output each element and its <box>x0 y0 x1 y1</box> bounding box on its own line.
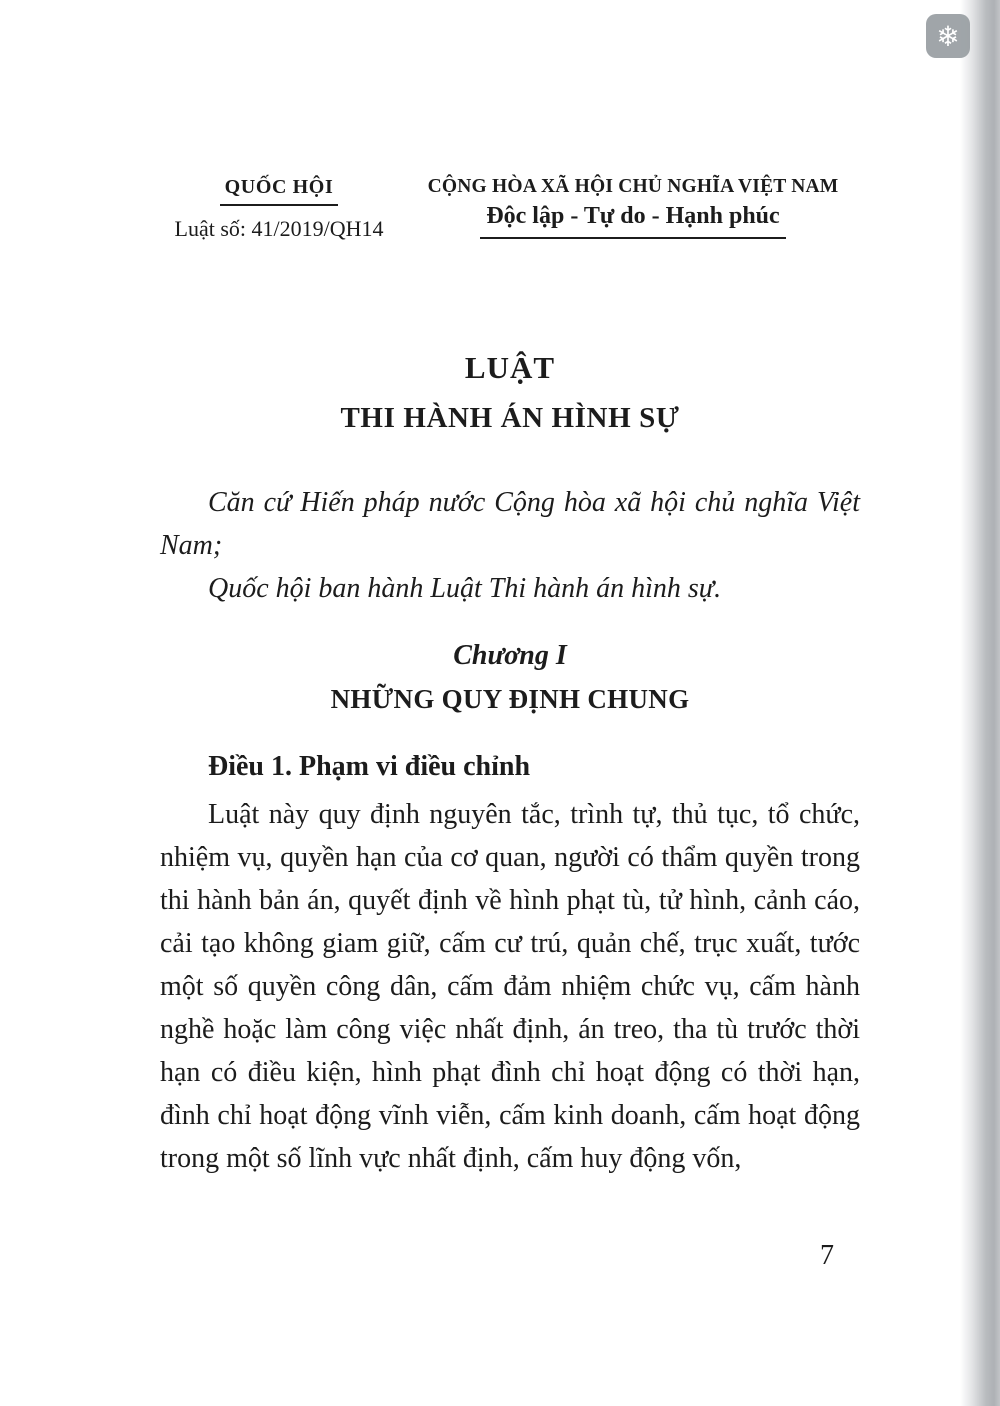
document-header <box>160 176 860 242</box>
national-motto-row <box>406 198 860 239</box>
article-1-body <box>160 793 860 1180</box>
country-name: CỘNG HÒA XÃ HỘI CHỦ NGHĨA VIỆT NAM <box>427 176 839 197</box>
chapter-title: NHỮNG QUY ĐỊNH CHUNG <box>330 684 690 714</box>
law-number: Luật số: 41/2019/QH14 <box>174 216 384 241</box>
issuing-authority-block <box>160 176 398 242</box>
snowflake-glyph: ❄ <box>936 19 960 53</box>
preamble-paragraph-2: Quốc hội ban hành Luật Thi hành án hình sự. <box>208 573 722 604</box>
law-title-name: THI HÀNH ÁN HÌNH SỰ <box>340 402 680 434</box>
chapter-number: Chương I <box>453 640 567 671</box>
article-1-heading: Điều 1. Phạm vi điều chỉnh <box>208 751 531 782</box>
issuing-authority <box>160 176 398 206</box>
preamble <box>160 481 860 610</box>
issuing-authority-label: QUỐC HỘI <box>220 176 339 206</box>
scanned-page-edge <box>960 0 1000 1406</box>
snowflake-icon <box>926 14 970 58</box>
national-heading-block <box>398 176 860 242</box>
page-number: 7 <box>814 1240 834 1272</box>
national-motto: Độc lập - Tự do - Hạnh phúc <box>480 201 785 239</box>
document-content <box>160 0 860 1180</box>
article-1-paragraph: Luật này quy định nguyên tắc, trình tự, thủ tục, tổ chức, nhiệm vụ, quyền hạn của cơ quan, người có thẩm quyền trong thi hành bản án, quyết định về hình phạt tù, tử hình, cảnh cáo, cải tạo không giam giữ, cấm cư trú, quản chế, trục xuất, tước một số quyền công dân, cấm đảm nhiệm chức vụ, cấm hành nghề hoặc làm công việc nhất định, án treo, tha tù trước thời hạn có điều kiện, hình phạt đình chỉ hoạt động có thời hạn, đình chỉ hoạt động vĩnh viễn, cấm kinh doanh, cấm hoạt động trong một số lĩnh vực nhất định, cấm huy động vốn, <box>160 799 860 1174</box>
preamble-paragraph-1: Căn cứ Hiến pháp nước Cộng hòa xã hội chủ nghĩa Việt Nam; <box>160 487 860 561</box>
law-title-word: LUẬT <box>464 350 556 385</box>
